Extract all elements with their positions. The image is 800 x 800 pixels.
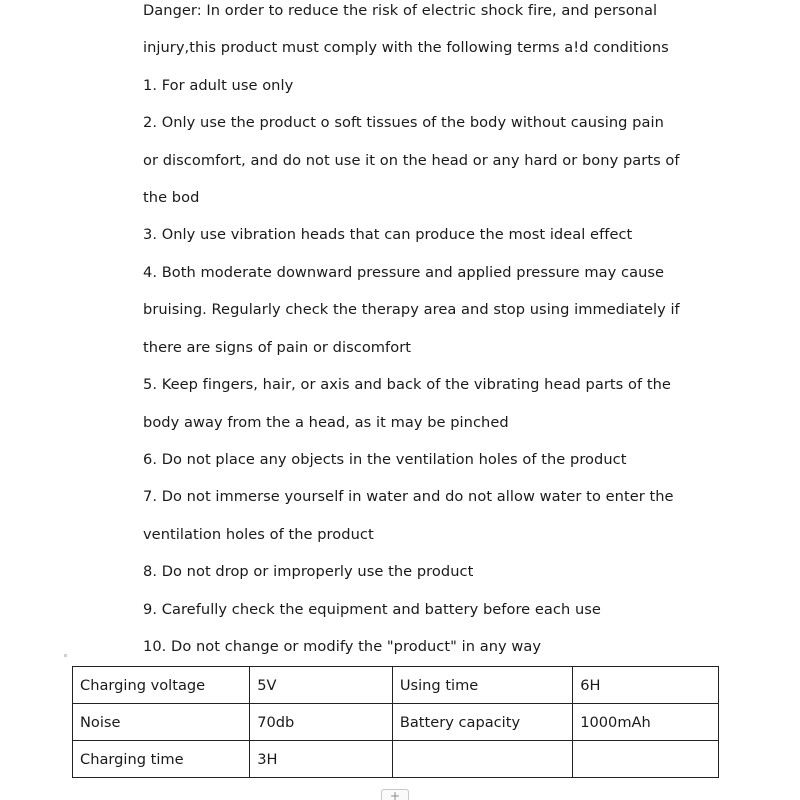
spec-value-cell[interactable]: 70db xyxy=(250,704,393,741)
spec-label-cell[interactable]: Using time xyxy=(392,667,572,704)
instruction-4-line-2: bruising. Regularly check the therapy area and stop using immediately if xyxy=(143,301,680,318)
instruction-7-line-1: 7. Do not immerse yourself in water and do not allow water to enter the xyxy=(143,488,674,505)
spec-label-cell[interactable]: Noise xyxy=(73,704,250,741)
instruction-3: 3. Only use vibration heads that can produce the most ideal effect xyxy=(143,226,633,243)
instruction-4-line-1: 4. Both moderate downward pressure and applied pressure may cause xyxy=(143,264,665,281)
instruction-2-line-2: or discomfort, and do not use it on the head or any hard or bony parts of xyxy=(143,152,680,169)
table-corner-mark xyxy=(64,654,67,657)
spec-value-cell[interactable] xyxy=(573,741,719,778)
table-row xyxy=(73,667,719,704)
spec-table xyxy=(72,666,719,778)
instruction-8: 8. Do not drop or improperly use the product xyxy=(143,563,474,580)
instruction-5-line-2: body away from the a head, as it may be pinched xyxy=(143,414,509,431)
table-row xyxy=(73,741,719,778)
instruction-7-line-2: ventilation holes of the product xyxy=(143,526,374,543)
plus-icon: + xyxy=(389,789,401,800)
spec-value-cell[interactable]: 5V xyxy=(250,667,393,704)
instruction-5-line-1: 5. Keep fingers, hair, or axis and back of the vibrating head parts of the xyxy=(143,376,671,393)
spec-value-cell[interactable]: 1000mAh xyxy=(573,704,719,741)
add-row-button[interactable] xyxy=(381,789,409,800)
instruction-6: 6. Do not place any objects in the ventilation holes of the product xyxy=(143,451,627,468)
spec-label-cell[interactable] xyxy=(392,741,572,778)
spec-label-cell[interactable]: Charging time xyxy=(73,741,250,778)
warning-line-1: Danger: In order to reduce the risk of electric shock fire, and personal xyxy=(143,2,658,19)
instruction-2-line-3: the bod xyxy=(143,189,200,206)
instruction-10: 10. Do not change or modify the "product" in any way xyxy=(143,638,542,655)
instruction-2-line-1: 2. Only use the product o soft tissues of the body without causing pain xyxy=(143,114,664,131)
spec-value-cell[interactable]: 3H xyxy=(250,741,393,778)
instruction-1: 1. For adult use only xyxy=(143,77,294,94)
spec-value-cell[interactable]: 6H xyxy=(573,667,719,704)
instruction-9: 9. Carefully check the equipment and battery before each use xyxy=(143,601,601,618)
spec-label-cell[interactable]: Charging voltage xyxy=(73,667,250,704)
instruction-4-line-3: there are signs of pain or discomfort xyxy=(143,339,412,356)
warning-line-2: injury,this product must comply with the following terms a!d conditions xyxy=(143,39,669,56)
spec-label-cell[interactable]: Battery capacity xyxy=(392,704,572,741)
table-row xyxy=(73,704,719,741)
